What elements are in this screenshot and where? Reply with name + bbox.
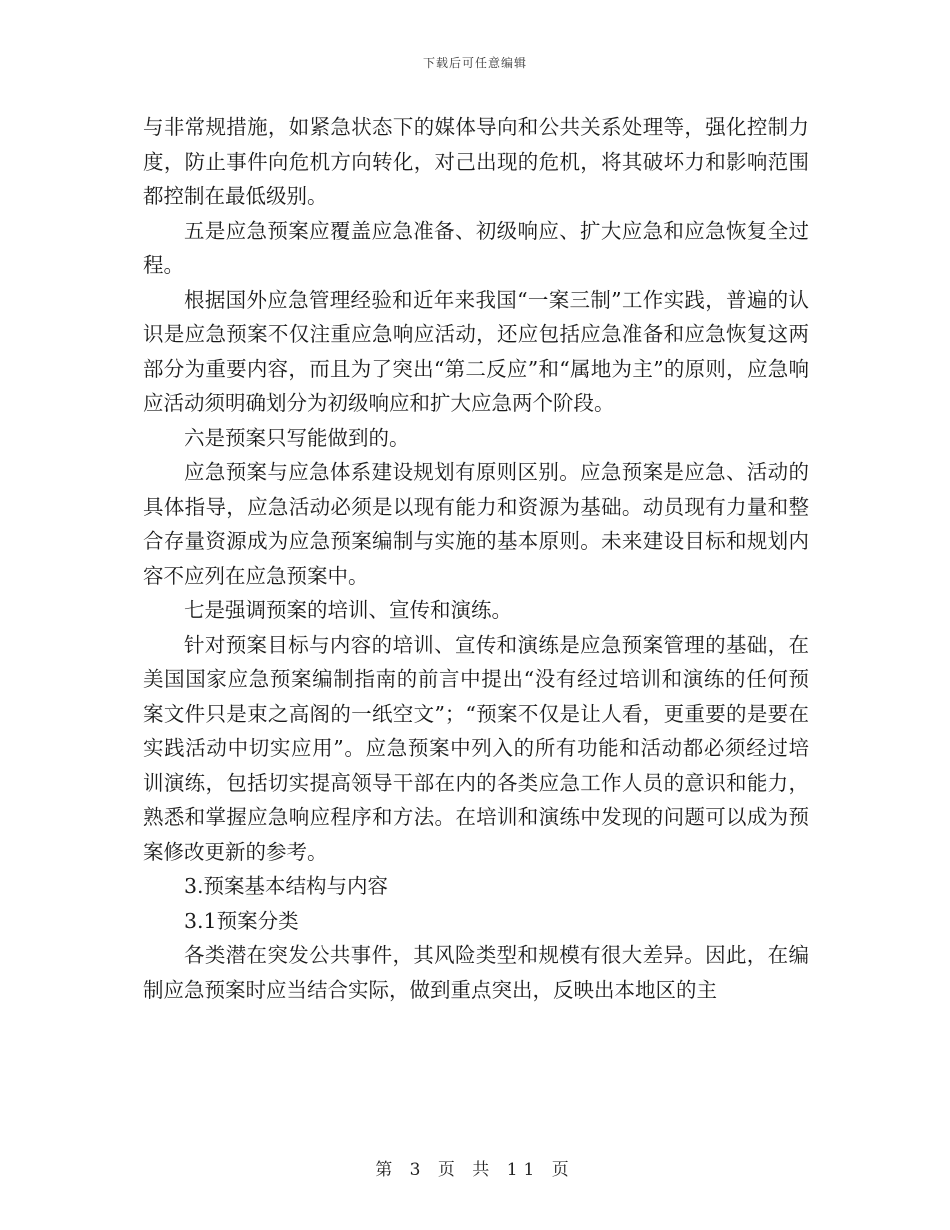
paragraph-training: 针对预案目标与内容的培训、宣传和演练是应急预案管理的基础，在美国国家应急预案编制指南的前言中提出“没有经过培训和演练的任何预案文件只是束之高阁的一纸空文”；“预案不仅是让人看，更重要的是要在实践活动中切实应用”。应急预案中列入的所有功能和活动都必须经过培训演练，包括切实提高领导干部在内的各类应急工作人员的意识和能力，熟悉和掌握应急响应程序和方法。在培训和演练中发现的问题可以成为预案修改更新的参考。 [143, 632, 809, 864]
paragraph-continuation: 与非常规措施，如紧急状态下的媒体导向和公共关系处理等，强化控制力度，防止事件向危机方向转化，对己出现的危机，将其破坏力和影响范围都控制在最低级别。 [143, 115, 809, 208]
paragraph-classification: 各类潜在突发公共事件，其风险类型和规模有很大差异。因此，在编制应急预案时应当结合实际，做到重点突出，反映出本地区的主 [143, 943, 809, 1002]
section-heading-3: 3.预案基本结构与内容 [184, 874, 389, 898]
page-header-note: 下载后可任意编辑 [422, 56, 527, 70]
section-heading-3-1: 3.1预案分类 [184, 908, 299, 933]
paragraph-principles: 应急预案与应急体系建设规划有原则区别。应急预案是应急、活动的具体指导，应急活动必须是以现有能力和资源为基础。动员现有力量和整合存量资源成为应急预案编制与实施的基本原则。未来建设目标和规划内容不应列在应急预案中。 [143, 460, 809, 588]
page-number-footer: 第 3 页 共 11 页 [375, 1160, 575, 1180]
paragraph-point-six: 六是预案只写能做到的。 [184, 425, 410, 450]
paragraph-experience: 根据国外应急管理经验和近年来我国“一案三制”工作实践，普遍的认识是应急预案不仅注重应急响应活动，还应包括应急准备和应急恢复这两部分为重要内容，而且为了突出“第二反应”和“属地为主”的原则，应急响应活动须明确划分为初级响应和扩大应急两个阶段。 [143, 287, 809, 415]
document-body [143, 110, 809, 1007]
paragraph-point-five: 五是应急预案应覆盖应急准备、初级响应、扩大应急和应急恢复全过程。 [143, 218, 809, 277]
paragraph-point-seven: 七是强调预案的培训、宣传和演练。 [184, 598, 512, 622]
